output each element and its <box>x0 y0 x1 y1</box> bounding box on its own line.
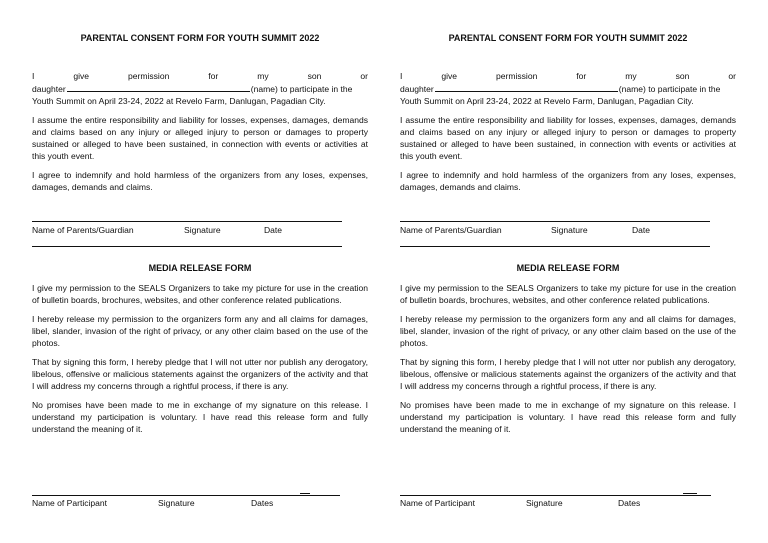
consent-paragraph-1 <box>32 70 368 193</box>
signature-label: Signature <box>158 498 195 508</box>
guardian-signature-line[interactable] <box>32 221 342 222</box>
consent-paragraph-2: I assume the entire responsibility and liability for losses, expenses, damages, demands and claims based on any injury or alleged injury to person or damages to property sustained or alleged to have been sustained, in connection with events or activities at this youth event. <box>400 115 736 161</box>
media-paragraph: No promises have been made to me in exchange of my signature on this release. I understand my participation is voluntary. I have read this release form and fully understand the meaning of it. <box>32 400 368 434</box>
media-release-title: MEDIA RELEASE FORM <box>148 263 252 273</box>
word: permission <box>128 71 170 81</box>
child-name-blank[interactable] <box>435 82 618 92</box>
daughter-label: daughter <box>400 84 434 94</box>
dates-label: Dates <box>618 498 641 508</box>
media-release-body <box>400 282 736 435</box>
participant-name-label: Name of Participant <box>400 498 476 508</box>
consent-line-2 <box>32 82 368 95</box>
media-paragraph: I give my permission to the SEALS Organizers to take my picture for use in the creation of bulletin boards, brochures, websites, and other conference related publications. <box>400 283 736 305</box>
media-paragraph: That by signing this form, I hereby pledge that I will not utter nor publish any derogatory, libelous, offensive or malicious statements against the organizers of the activity and that I will address my concerns through a rightful process, if there is any. <box>32 357 368 391</box>
media-paragraph: I give my permission to the SEALS Organizers to take my picture for use in the creation of bulletin boards, brochures, websites, and other conference related publications. <box>32 283 368 305</box>
media-paragraph: That by signing this form, I hereby pledge that I will not utter nor publish any derogatory, libelous, offensive or malicious statements against the organizers of the activity and that I will address my concerns through a rightful process, if there is any. <box>400 357 736 391</box>
underline-mark <box>300 493 310 494</box>
section-divider <box>400 246 710 247</box>
word: or <box>728 71 736 81</box>
consent-form-right <box>400 0 736 543</box>
media-release-body <box>32 282 368 435</box>
participant-signature-line[interactable] <box>32 495 340 496</box>
media-paragraph: I hereby release my permission to the organizers form any and all claims for damages, libel, slander, invasion of the right of privacy, or any other claim based on the use of the photos. <box>400 314 736 348</box>
word: or <box>360 71 368 81</box>
section-divider <box>32 246 342 247</box>
dates-label: Dates <box>251 498 274 508</box>
word: son <box>307 71 322 81</box>
consent-title: PARENTAL CONSENT FORM FOR YOUTH SUMMIT 2022 <box>448 33 688 43</box>
consent-title: PARENTAL CONSENT FORM FOR YOUTH SUMMIT 2022 <box>80 33 320 43</box>
word: son <box>675 71 690 81</box>
daughter-label: daughter <box>32 84 66 94</box>
participant-signature-line[interactable] <box>400 495 711 496</box>
word: give <box>73 71 90 81</box>
media-paragraph: I hereby release my permission to the organizers form any and all claims for damages, libel, slander, invasion of the right of privacy, or any other claim based on the use of the photos. <box>32 314 368 348</box>
consent-line-1 <box>32 70 368 82</box>
underline-mark <box>683 493 697 494</box>
participate-label: (name) to participate in the <box>618 84 721 94</box>
participate-label: (name) to participate in the <box>250 84 353 94</box>
word: I <box>32 71 35 81</box>
consent-paragraph-3: I agree to indemnify and hold harmless of the organizers from any loses, expenses, damages, demands and claims. <box>400 170 736 192</box>
consent-line-1 <box>400 70 736 82</box>
child-name-blank[interactable] <box>67 82 250 92</box>
consent-line-3: Youth Summit on April 23-24, 2022 at Revelo Farm, Danlugan, Pagadian City. <box>32 96 326 106</box>
participant-name-label: Name of Participant <box>32 498 108 508</box>
word: my <box>625 71 637 81</box>
date-label: Date <box>632 225 651 235</box>
consent-paragraph-2: I assume the entire responsibility and liability for losses, expenses, damages, demands and claims based on any injury or alleged injury to person or damages to property sustained or alleged to have been sustained, in connection with events or activities at this youth event. <box>32 115 368 161</box>
word: my <box>257 71 269 81</box>
media-paragraph: No promises have been made to me in exchange of my signature on this release. I understand my participation is voluntary. I have read this release form and fully understand the meaning of it. <box>400 400 736 434</box>
guardian-signature-line[interactable] <box>400 221 710 222</box>
word: for <box>576 71 587 81</box>
consent-line-2 <box>400 82 736 95</box>
word: give <box>441 71 458 81</box>
word: permission <box>496 71 538 81</box>
signature-label: Signature <box>551 225 588 235</box>
signature-label: Signature <box>184 225 221 235</box>
guardian-name-label: Name of Parents/Guardian <box>32 225 134 235</box>
word: I <box>400 71 403 81</box>
signature-label: Signature <box>526 498 563 508</box>
media-release-title: MEDIA RELEASE FORM <box>516 263 620 273</box>
date-label: Date <box>264 225 283 235</box>
consent-paragraph-1 <box>400 70 736 193</box>
consent-line-3: Youth Summit on April 23-24, 2022 at Revelo Farm, Danlugan, Pagadian City. <box>400 96 694 106</box>
guardian-name-label: Name of Parents/Guardian <box>400 225 502 235</box>
consent-paragraph-3: I agree to indemnify and hold harmless of the organizers from any loses, expenses, damages, demands and claims. <box>32 170 368 192</box>
word: for <box>208 71 219 81</box>
consent-form-left <box>32 0 368 543</box>
